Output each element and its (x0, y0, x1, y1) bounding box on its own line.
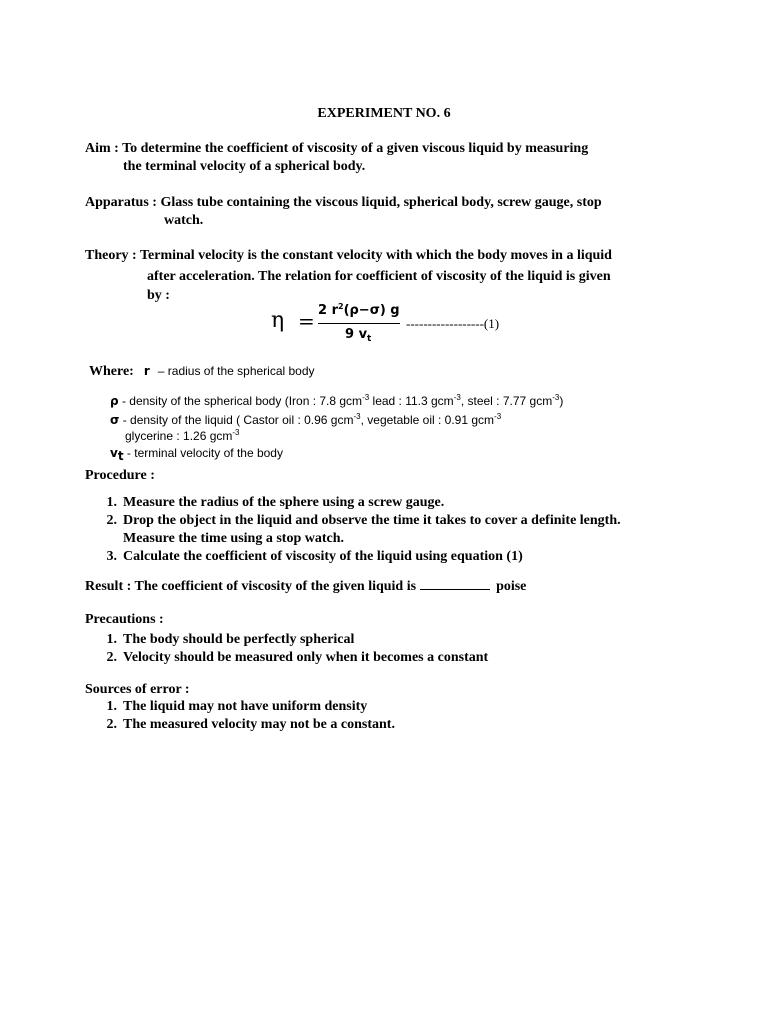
apparatus-label: Apparatus : (85, 195, 157, 210)
formula-numerator (318, 302, 400, 320)
denominator-part-a: 9 v (345, 327, 368, 342)
source-number: 2. (106, 717, 117, 732)
where-label: Where: (89, 364, 134, 379)
sigma-exp-2: -3 (494, 412, 502, 421)
sigma-desc-a: - density of the liquid ( Castor oil : 0.96 gcm (122, 413, 354, 427)
result-unit: poise (496, 579, 527, 594)
equals-sign: = (298, 309, 315, 333)
numerator-exponent: 2 (337, 302, 344, 311)
source-item (97, 716, 395, 734)
glycerine-text: glycerine : 1.26 gcm (125, 429, 233, 443)
rho-exp-1: -3 (362, 393, 370, 402)
sigma-symbol: σ (110, 413, 120, 427)
aim-label: Aim : (85, 141, 119, 156)
vt-subscript: t (117, 449, 124, 463)
apparatus-text-2: watch. (164, 213, 204, 228)
rho-symbol: ρ (110, 394, 119, 408)
theory-text-2: after acceleration. The relation for coefficient of viscosity of the liquid is given (147, 269, 611, 284)
theory-text-3: by : (147, 288, 170, 303)
vt-description: - terminal velocity of the body (123, 446, 283, 460)
theory-text-1: Terminal velocity is the constant velocity with which the body moves in a liquid (139, 248, 612, 263)
precaution-text: The body should be perfectly spherical (123, 632, 355, 647)
procedure-item (97, 494, 444, 512)
page-title: EXPERIMENT NO. 6 (317, 106, 451, 121)
procedure-item (97, 512, 621, 530)
aim-text-1: To determine the coefficient of viscosity of a given viscous liquid by measuring (122, 141, 589, 156)
theory-label: Theory : (85, 248, 137, 263)
theory-line-1 (85, 247, 612, 265)
procedure-text: Calculate the coefficient of viscosity of the liquid using equation (1) (123, 549, 523, 564)
eta-symbol: η (271, 308, 285, 333)
glycerine-exp: -3 (232, 428, 240, 437)
precaution-number: 2. (106, 650, 117, 665)
procedure-text: Drop the object in the liquid and observe the time it takes to cover a definite length. (123, 513, 621, 528)
rho-desc-b: lead : 11.3 gcm (369, 394, 454, 408)
vt-line (110, 444, 283, 462)
r-description: – radius of the spherical body (157, 364, 315, 378)
rho-desc-a: - density of the spherical body (Iron : 7.8 gcm (121, 394, 363, 408)
fraction-bar (318, 323, 400, 324)
where-line (89, 362, 315, 381)
procedure-item (97, 530, 344, 548)
precaution-item (97, 649, 488, 667)
numerator-part-a: 2 r (318, 303, 338, 318)
numerator-part-b: (ρ−σ) g (343, 303, 400, 318)
procedure-label: Procedure : (85, 468, 155, 483)
apparatus-text-1: Glass tube containing the viscous liquid, spherical body, screw gauge, stop (160, 195, 602, 210)
sigma-exp-1: -3 (353, 412, 361, 421)
aim-text-2: the terminal velocity of a spherical body. (123, 159, 366, 174)
rho-line (110, 392, 563, 410)
precautions-label: Precautions : (85, 612, 164, 627)
equation-reference: ------------------(1) (406, 316, 500, 331)
apparatus-line-1 (85, 194, 602, 212)
source-text: The measured velocity may not be a constant. (123, 717, 395, 732)
procedure-text: Measure the radius of the sphere using a screw gauge. (123, 495, 445, 510)
denominator-subscript: t (367, 334, 372, 344)
formula-denominator (345, 326, 371, 344)
precaution-number: 1. (106, 632, 117, 647)
procedure-text: Measure the time using a stop watch. (123, 531, 345, 546)
result-line (85, 576, 526, 596)
sigma-desc-b: , vegetable oil : 0.91 gcm (360, 413, 495, 427)
r-symbol: r (143, 364, 150, 378)
source-number: 1. (106, 699, 117, 714)
glycerine-line (125, 427, 240, 445)
procedure-number: 1. (106, 495, 117, 510)
procedure-item (97, 548, 523, 566)
rho-exp-3: -3 (552, 393, 560, 402)
result-text: Result : The coefficient of viscosity of the given liquid is (85, 579, 417, 594)
rho-exp-2: -3 (453, 393, 461, 402)
rho-desc-c: , steel : 7.77 gcm (460, 394, 553, 408)
sources-label: Sources of error : (85, 682, 190, 697)
precaution-item (97, 631, 354, 649)
source-item (97, 698, 367, 716)
result-blank (420, 576, 490, 590)
aim-line-1 (85, 140, 588, 158)
procedure-number: 2. (106, 513, 117, 528)
vt-symbol: v (110, 446, 118, 460)
rho-desc-d: ) (559, 394, 564, 408)
procedure-number: 3. (106, 549, 117, 564)
precaution-text: Velocity should be measured only when it becomes a constant (123, 650, 489, 665)
source-text: The liquid may not have uniform density (123, 699, 368, 714)
